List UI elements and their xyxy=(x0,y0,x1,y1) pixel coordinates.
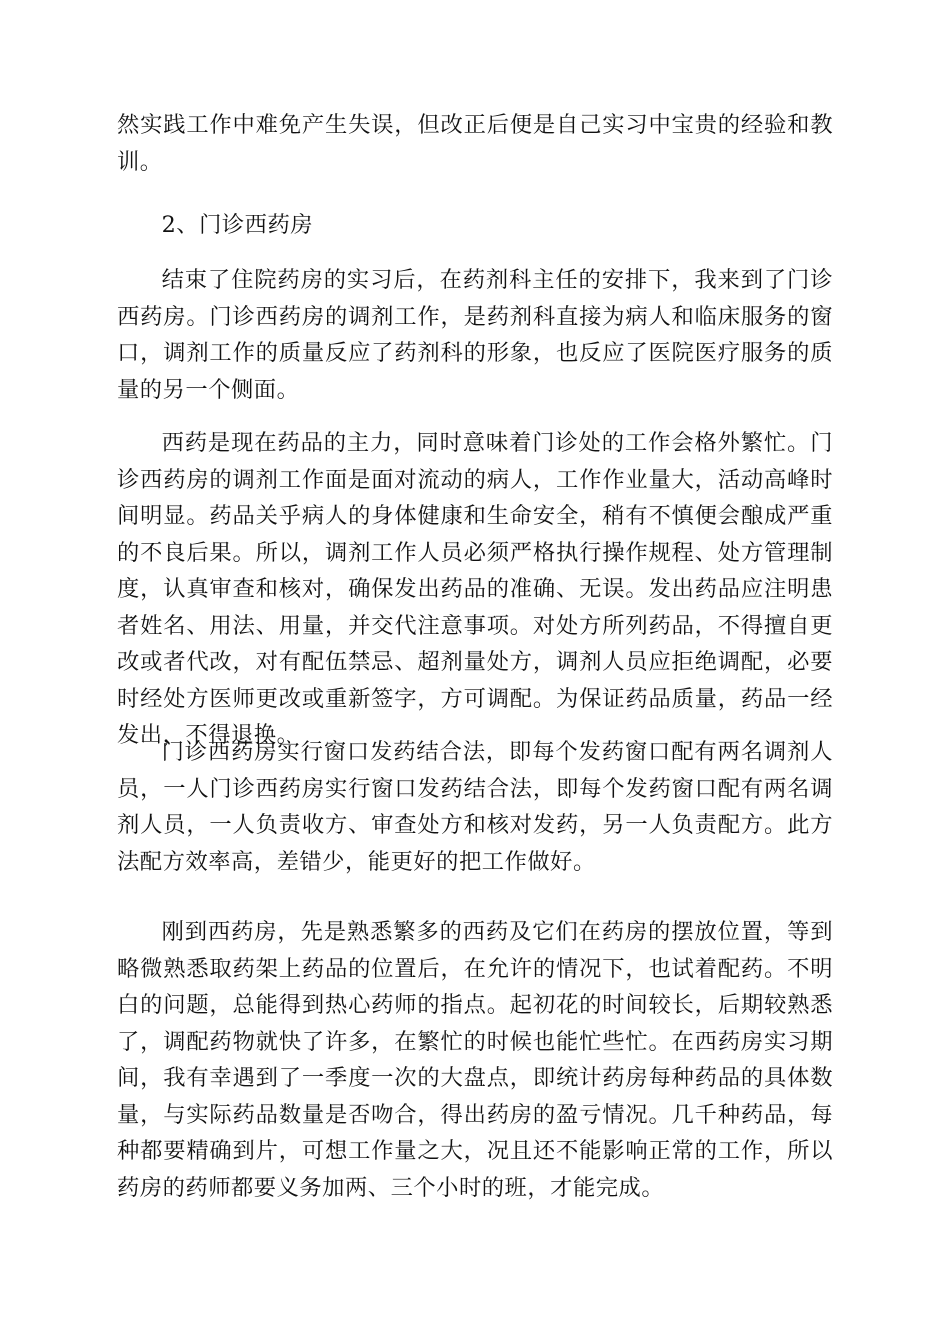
paragraph-3: 西药是现在药品的主力，同时意味着门诊处的工作会格外繁忙。门诊西药房的调剂工作面是面对流动的病人，工作作业量大，活动高峰时间明显。药品关乎病人的身体健康和生命安全，稍有不慎便会酿成严重的不良后果。所以，调剂工作人员必须严格执行操作规程、处方管理制度，认真审查和核对，确保发出药品的准确、无误。发出药品应注明患者姓名、用法、用量，并交代注意事项。对处方所列药品，不得擅自更改或者代改，对有配伍禁忌、超剂量处方，调剂人员应拒绝调配，必要时经处方医师更改或重新签字，方可调配。为保证药品质量，药品一经发出，不得退换。 xyxy=(117,430,833,748)
paragraph-4: 门诊西药房实行窗口发药结合法，即每个发药窗口配有两名调剂人员，一人门诊西药房实行窗口发药结合法，即每个发药窗口配有两名调剂人员，一人负责收方、审查处方和核对发药，另一人负责配方。此方法配方效率高，差错少，能更好的把工作做好。 xyxy=(117,739,833,875)
section-heading: 2、门诊西药房 xyxy=(161,212,314,238)
paragraph-5: 刚到西药房，先是熟悉繁多的西药及它们在药房的摆放位置，等到略微熟悉取药架上药品的位置后，在允许的情况下，也试着配药。不明白的问题，总能得到热心药师的指点。起初花的时间较长，后期较熟悉了，调配药物就快了许多，在繁忙的时候也能忙些忙。在西药房实习期间，我有幸遇到了一季度一次的大盘点，即统计药房每种药品的具体数量，与实际药品数量是否吻合，得出药房的盈亏情况。几千种药品，每种都要精确到片，可想工作量之大，况且还不能影响正常的工作，所以药房的药师都要义务加两、三个小时的班，才能完成。 xyxy=(117,919,833,1201)
paragraph-1: 然实践工作中难免产生失误，但改正后便是自己实习中宝贵的经验和教训。 xyxy=(117,112,833,175)
paragraph-2: 结束了住院药房的实习后，在药剂科主任的安排下，我来到了门诊西药房。门诊西药房的调剂工作，是药剂科直接为病人和临床服务的窗口，调剂工作的质量反应了药剂科的形象，也反应了医院医疗服务的质量的另一个侧面。 xyxy=(117,267,833,403)
